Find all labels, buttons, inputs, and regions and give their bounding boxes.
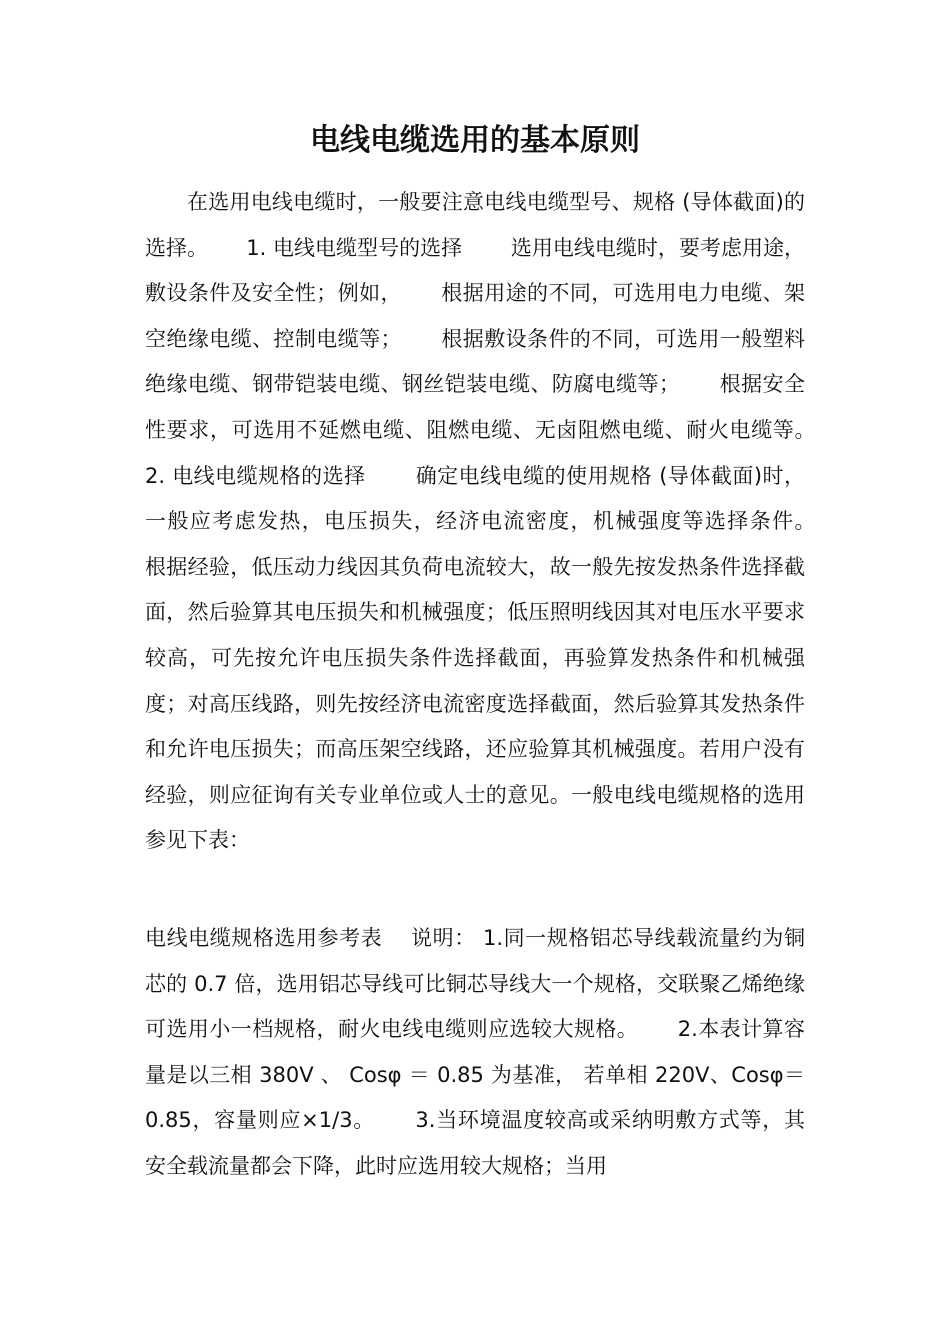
body-paragraph-notes: 电线电缆规格选用参考表 说明： 1.同一规格铝芯导线载流量约为铜芯的 0.7 倍，选用铝芯导线可比铜芯导线大一个规格，交联聚乙烯绝缘可选用小一档规格，耐火电线电缆则应选较大规格。 2.本表计算容量是以三相 380V 、 Cosφ ＝ 0.85 为基准， 若单相 220V、Cosφ＝0.85，容量则应×1/3。 3.当环境温度较高或采纳明敷方式等，其安全载流量都会下降，此时应选用较大规格；当用 bbox=[145, 926, 805, 1178]
document-title: 电线电缆选用的基本原则 bbox=[310, 123, 640, 158]
body-paragraph-intro: 在选用电线电缆时，一般要注意电线电缆型号、规格 (导体截面)的选择。 1. 电线电缆型号的选择 选用电线电缆时，要考虑用途，敷设条件及安全性；例如， 根据用途的不同，可选用电力电缆、架空绝缘电缆、控制电缆等； 根据敷设条件的不同，可选用一般塑料绝缘电缆、钢带铠装电缆、钢丝铠装电缆、防腐电缆等； 根据安全性要求，可选用不延燃电缆、阻燃电缆、无卤阻燃电缆、耐火电缆等。 2. 电线电缆规格的选择 确定电线电缆的使用规格 (导体截面)时，一般应考虑发热，电压损失，经济电流密度，机械强度等选择条件。 根据经验，低压动力线因其负荷电流较大，故一般先按发热条件选择截面，然后验算其电压损失和机械强度；低压照明线因其对电压水平要求较高，可先按允许电压损失条件选择截面，再验算发热条件和机械强度；对高压线路，则先按经济电流密度选择截面，然后验算其发热条件和允许电压损失；而高压架空线路，还应验算其机械强度。若用户没有经验，则应征询有关专业单位或人士的意见。一般电线电缆规格的选用参见下表： bbox=[145, 190, 854, 853]
